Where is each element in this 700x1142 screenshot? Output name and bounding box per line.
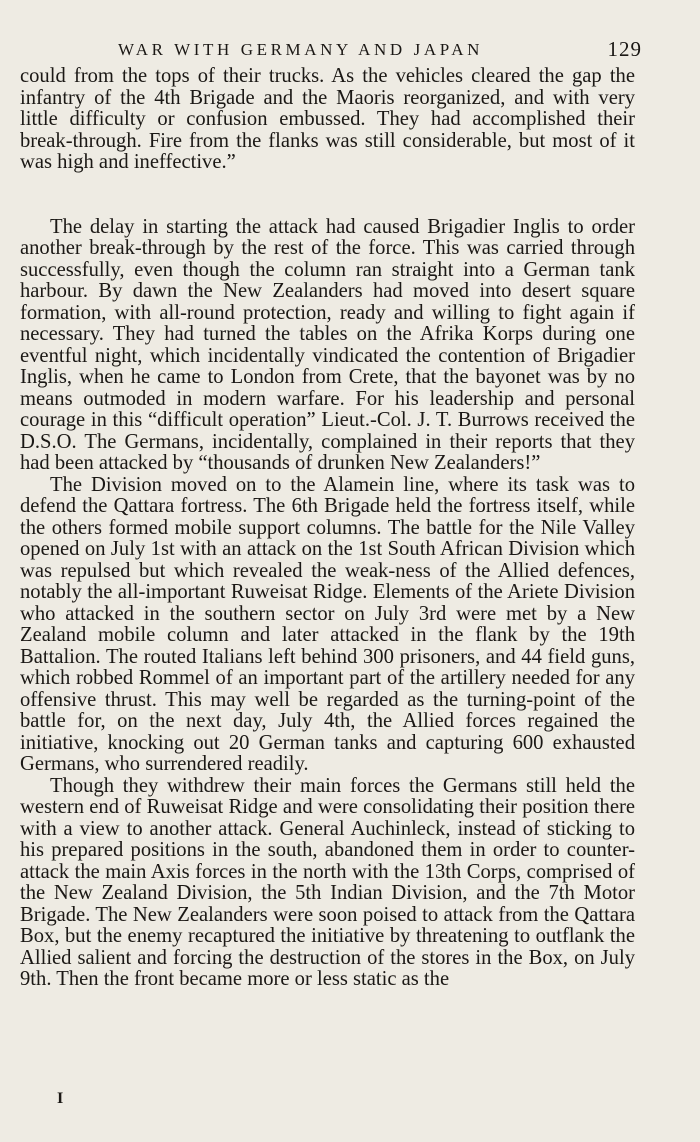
body-text [20, 66, 635, 991]
page-number: 129 [607, 37, 642, 61]
running-head-title: WAR WITH GERMANY AND JAPAN [118, 40, 483, 59]
paragraph-continued: could from the tops of their trucks. As the vehicles cleared the gap the infantry of the 4th Brigade and the Maoris reorganized, and with very little difficulty or confusion embussed. They had accomplished their break-through. Fire from the flanks was still considerable, but most of it was high and ineffective.” [20, 65, 635, 173]
paragraph-ruweisat-ridge: Though they withdrew their main forces the Germans still held the western end of Ruweisat Ridge and were consolidating their position there with a view to another attack. General Auchinleck, instead of sticking to his prepared positions in the south, abandoned them in order to counter-attack the main Axis forces in the north with the 13th Corps, comprised of the New Zealand Division, the 5th Indian Division, and the 7th Motor Brigade. The New Zealanders were soon poised to attack from the Qattara Box, but the enemy recaptured the initiative by threatening to outflank the Allied salient and forcing the destruction of the stores in the Box, on July 9th. Then the front became more or less static as the [20, 774, 635, 990]
paragraph-delay-attack: The delay in starting the attack had caused Brigadier Inglis to order another break-through by the rest of the force. This was carried through successfully, even though the column ran straight into a German tank harbour. By dawn the New Zealanders had moved into desert square formation, with all-round protection, ready and willing to fight again if necessary. They had turned the tables on the Afrika Korps during one eventful night, which incidentally vindicated the contention of Brigadier Inglis, when he came to London from Crete, that the bayonet was by no means outmoded in modern warfare. For his leadership and personal courage in this “difficult operation” Lieut.-Col. J. T. Burrows received the D.S.O. The Germans, incidentally, complained in their reports that they had been attacked by “thousands of drunken New Zealanders!” [20, 215, 635, 474]
signature-mark: I [57, 1090, 64, 1107]
paragraph-alamein-line: The Division moved on to the Alamein line, where its task was to defend the Qattara fortress. The 6th Brigade held the fortress itself, while the others formed mobile support columns. The battle for the Nile Valley opened on July 1st with an attack on the 1st South African Division which was repulsed but which revealed the weak-ness of the Allied defences, notably the all-important Ruweisat Ridge. Elements of the Ariete Division who attacked in the southern sector on July 3rd were met by a New Zealand mobile column and later attacked in the flank by the 19th Battalion. The routed Italians left behind 300 prisoners, and 44 field guns, which robbed Rommel of an important part of the artillery needed for any offensive thrust. This may well be regarded as the turning-point of the battle for, on the next day, July 4th, the Allied forces regained the initiative, knocking out 20 German tanks and capturing 600 exhausted Germans, who surrendered readily. [20, 473, 635, 775]
